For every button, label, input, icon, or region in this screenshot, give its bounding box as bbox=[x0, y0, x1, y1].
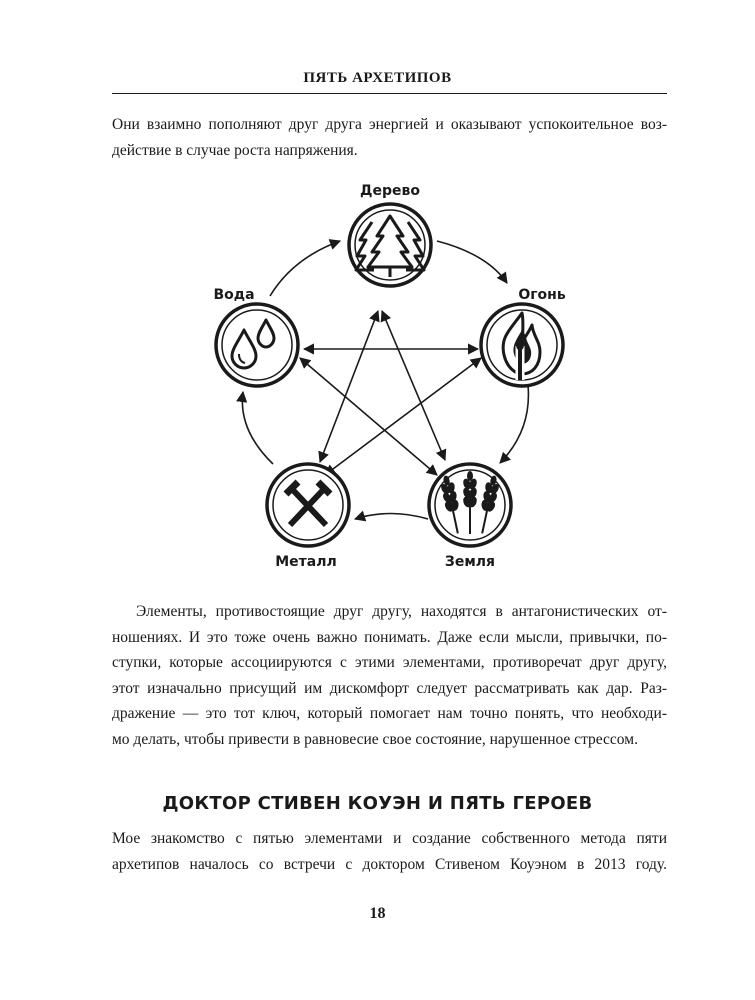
text-line: ношениях. И это тоже очень важно понимать. Даже если мысли, привычки, по- bbox=[112, 628, 667, 646]
element-water bbox=[213, 287, 298, 386]
page-number: 18 bbox=[369, 905, 386, 922]
star-line-fire-metal bbox=[325, 358, 481, 475]
element-fire bbox=[481, 287, 566, 386]
section-paragraph bbox=[112, 826, 667, 877]
element-label-fire: Огонь bbox=[518, 287, 566, 303]
text-line: мо делать, чтобы привести в равновесие свое состояние, нарушенное стрессом. bbox=[112, 730, 638, 748]
element-earth bbox=[429, 464, 511, 570]
text-line: архетипов началось со встречи с доктором Стивеном Коуэном в 2013 году. bbox=[112, 855, 667, 873]
text-line: Мое знакомство с пятью элементами и создание собственного метода пяти bbox=[112, 830, 667, 847]
cycle-arrow-water-wood bbox=[270, 241, 340, 296]
element-wood bbox=[349, 183, 431, 286]
cycle-arrow-metal-water bbox=[242, 392, 273, 464]
element-metal bbox=[267, 464, 349, 570]
element-label-earth: Земля bbox=[444, 554, 496, 570]
star-line-water-earth bbox=[300, 358, 437, 475]
cycle-arrow-wood-fire bbox=[437, 241, 507, 283]
text-line: Они взаимно пополняют друг друга энергией и оказывают успокоительное воз- bbox=[112, 116, 667, 133]
element-label-water: Вода bbox=[213, 287, 255, 303]
element-label-wood: Дерево bbox=[360, 183, 420, 199]
element-label-metal: Металл bbox=[275, 554, 337, 570]
text-line: этот изначально присущий им дискомфорт следует рассматривать как дар. Раз- bbox=[112, 679, 667, 697]
body-paragraph bbox=[112, 599, 667, 752]
text-line: дражение — это тот ключ, который помогает нам точно понять, что необходи- bbox=[112, 705, 667, 722]
text-line: Элементы, противостоящие друг другу, находятся в антагонистических от- bbox=[136, 603, 667, 620]
cycle-arrow-fire-earth bbox=[500, 385, 528, 463]
controlling-star bbox=[300, 311, 481, 475]
text-line: действие в случае роста напряжения. bbox=[112, 141, 358, 159]
star-line-wood-earth bbox=[382, 311, 445, 460]
star-line-wood-metal bbox=[320, 311, 378, 462]
running-head: ПЯТЬ АРХЕТИПОВ bbox=[303, 70, 452, 86]
section-heading: ДОКТОР СТИВЕН КОУЭН И ПЯТЬ ГЕРОЕВ bbox=[162, 793, 593, 814]
text-line: ступки, которые ассоциируются с этими элементами, противоречат друг другу, bbox=[112, 654, 667, 671]
cycle-arrow-earth-metal bbox=[355, 514, 428, 520]
